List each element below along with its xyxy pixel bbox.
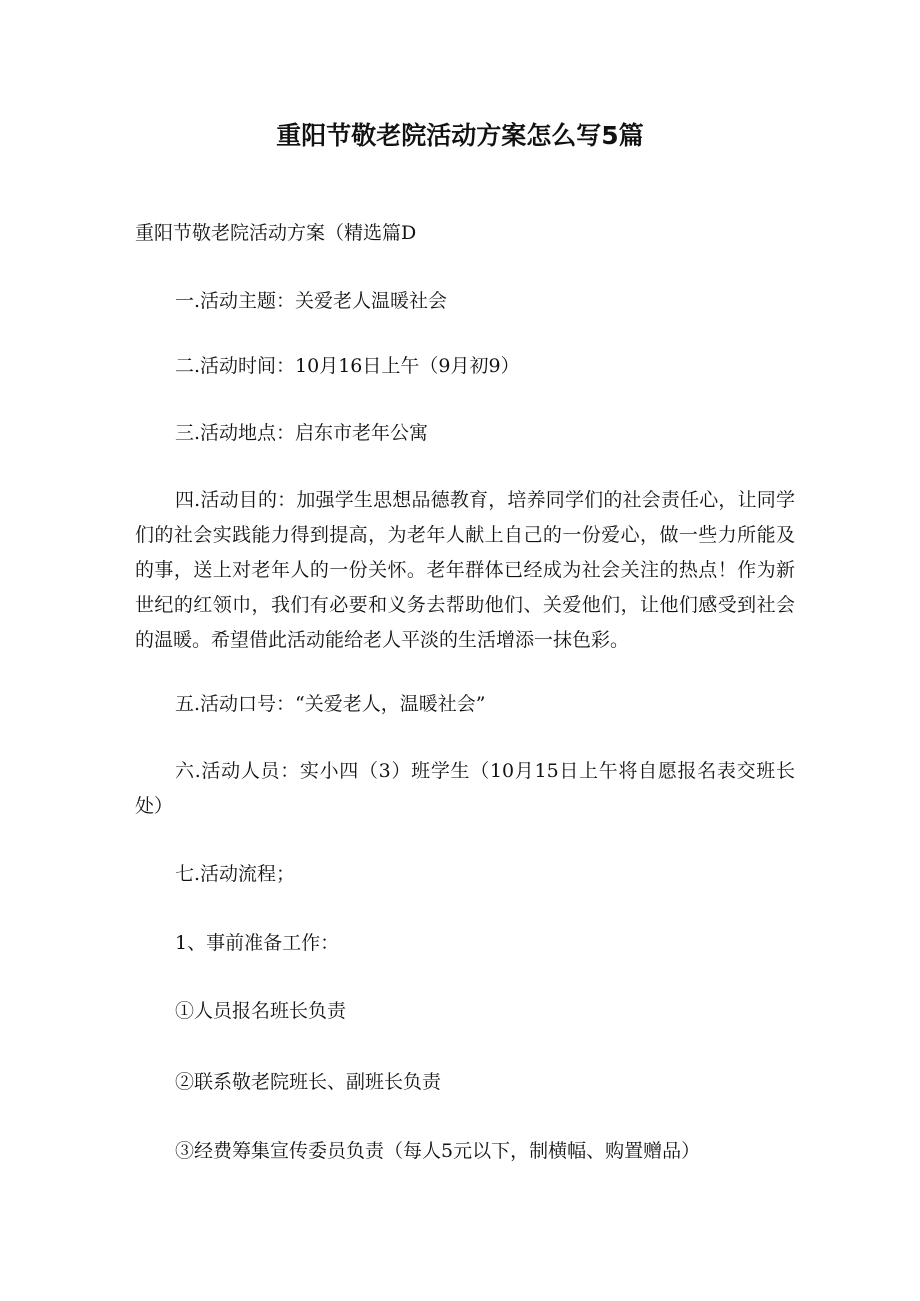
document-title: 重阳节敬老院活动方案怎么写5篇 [276,121,644,150]
item-step-2: ②联系敬老院班长、副班长负责 [175,1071,442,1093]
item-step-1: ①人员报名班长负责 [175,1000,347,1022]
item-purpose: 四.活动目的：加强学生思想品德教育，培养同学们的社会责任心，让同学们的社会实践能力得到提高，为老年人献上自己的一份爱心，做一些力所能及的事，送上对老年人的一份关怀。老年群体已经成为社会关注的热点！作为新世纪的红领巾，我们有必要和义务去帮助他们、关爱他们，让他们感受到社会的温暖。希望借此活动能给老人平淡的生活增添一抹色彩。 [135,489,795,651]
item-slogan: 五.活动口号：“关爱老人，温暖社会” [175,693,486,715]
item-step-3: ③经费筹集宣传委员负责（每人5元以下，制横幅、购置赠品） [175,1140,701,1162]
item-prep: 1、事前准备工作： [175,932,340,954]
section-heading: 重阳节敬老院活动方案（精选篇D [135,222,417,244]
item-process: 七.活动流程； [175,863,296,885]
item-theme: 一.活动主题：关爱老人温暖社会 [175,290,448,312]
item-place: 三.活动地点：启东市老年公寓 [175,422,429,444]
item-personnel: 六.活动人员：实小四（3）班学生（10月15日上午将自愿报名表交班长处） [135,760,795,817]
item-time: 二.活动时间：10月16日上午（9月初9） [175,355,520,377]
